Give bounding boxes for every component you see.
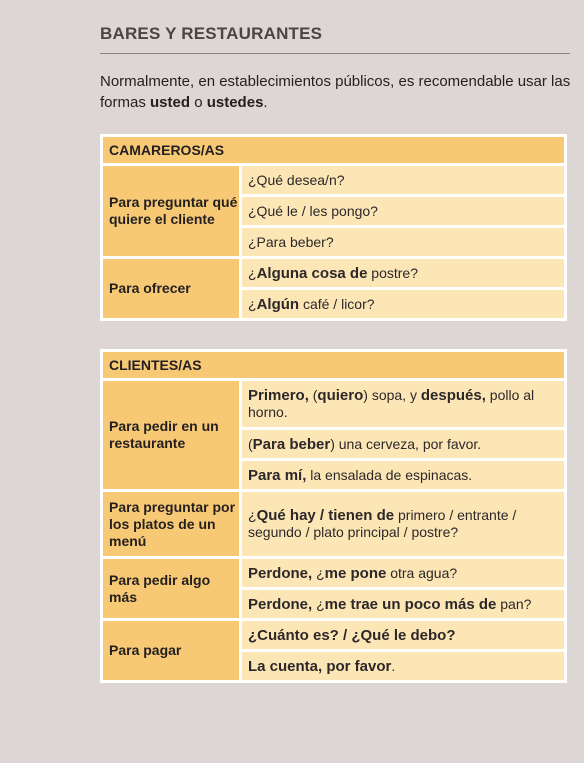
- phrase-bold: Para beber: [252, 435, 331, 453]
- phrase-bold: La cuenta, por favor: [248, 657, 392, 675]
- phrase-cell: [242, 461, 564, 489]
- group-label-pay: Para pagar: [103, 621, 239, 680]
- section-title: BARES Y RESTAURANTES: [100, 24, 323, 43]
- phrase-text: pollo al horno.: [248, 387, 535, 420]
- intro-paragraph: [100, 71, 572, 113]
- phrase-bold: Para mí,: [248, 466, 307, 484]
- phrase-bold: Perdone,: [248, 564, 313, 582]
- clients-header: CLIENTES/AS: [103, 352, 564, 378]
- clients-phrase-table: [100, 349, 567, 683]
- intro-text: Normalmente, en establecimientos públicos, es recomendable usar las formas: [100, 73, 571, 111]
- phrase-cell: ¿Para beber?: [242, 228, 564, 256]
- phrase-bold: Algún: [256, 295, 300, 313]
- phrase-text: pan?: [496, 595, 532, 612]
- phrase-text: ¿: [248, 264, 257, 281]
- phrase-bold: Primero,: [248, 387, 309, 404]
- phrase-text: primero / entrante / segundo / plato principal / postre?: [248, 507, 517, 540]
- intro-bold-usted: usted: [150, 94, 191, 111]
- phrase-bold: Perdone,: [248, 595, 313, 613]
- intro-bold-ustedes: ustedes: [206, 94, 264, 111]
- phrase-cell: [242, 430, 564, 458]
- group-label-ask-what-client-wants: Para preguntar qué quiere el cliente: [103, 166, 239, 256]
- group-label-ask-for-more: Para pedir algo más: [103, 559, 239, 618]
- phrase-text: ¿: [248, 295, 257, 312]
- phrase-text: ¿: [248, 507, 257, 523]
- phrase-cell: [242, 590, 564, 618]
- phrase-bold: ¿Cuánto es? / ¿Qué le debo?: [248, 626, 456, 644]
- intro-end: .: [263, 94, 268, 111]
- phrase-text: otra agua?: [386, 564, 458, 581]
- phrase-bold: me pone: [324, 564, 387, 582]
- intro-conj: o: [190, 94, 207, 111]
- phrase-text: postre?: [367, 264, 419, 281]
- phrase-text: la ensalada de espinacas.: [306, 466, 473, 483]
- phrase-text: ¿: [312, 595, 325, 612]
- phrase-bold: Qué hay / tienen de: [256, 507, 395, 524]
- phrase-bold: me trae un poco más de: [324, 595, 497, 613]
- phrase-bold: quiero: [317, 387, 364, 404]
- group-label-order-in-restaurant: Para pedir en un restaurante: [103, 381, 239, 489]
- phrase-cell: [242, 259, 564, 287]
- phrase-text: (: [248, 435, 253, 452]
- group-label-ask-about-menu: Para preguntar por los platos de un menú: [103, 492, 239, 556]
- title-divider: [100, 53, 570, 54]
- group-label-offer: Para ofrecer: [103, 259, 239, 318]
- phrase-text: ) una cerveza, por favor.: [330, 435, 482, 452]
- phrase-cell: [242, 559, 564, 587]
- phrase-text: ) sopa, y: [363, 387, 421, 403]
- phrase-cell: [242, 290, 564, 318]
- phrase-text: ¿: [312, 564, 325, 581]
- phrase-cell: ¿Qué le / les pongo?: [242, 197, 564, 225]
- waiters-phrase-table: [100, 134, 567, 321]
- phrase-cell: ¿Qué desea/n?: [242, 166, 564, 194]
- phrase-bold: Alguna cosa de: [256, 264, 368, 282]
- phrase-cell: [242, 621, 564, 649]
- phrase-bold: después,: [420, 387, 486, 404]
- phrase-text: (: [308, 387, 318, 403]
- phrase-cell: [242, 652, 564, 680]
- phrase-cell: [242, 492, 564, 556]
- waiters-header: CAMAREROS/AS: [103, 137, 564, 163]
- phrase-text: .: [391, 657, 396, 674]
- phrase-cell: [242, 381, 564, 427]
- phrase-text: café / licor?: [299, 295, 375, 312]
